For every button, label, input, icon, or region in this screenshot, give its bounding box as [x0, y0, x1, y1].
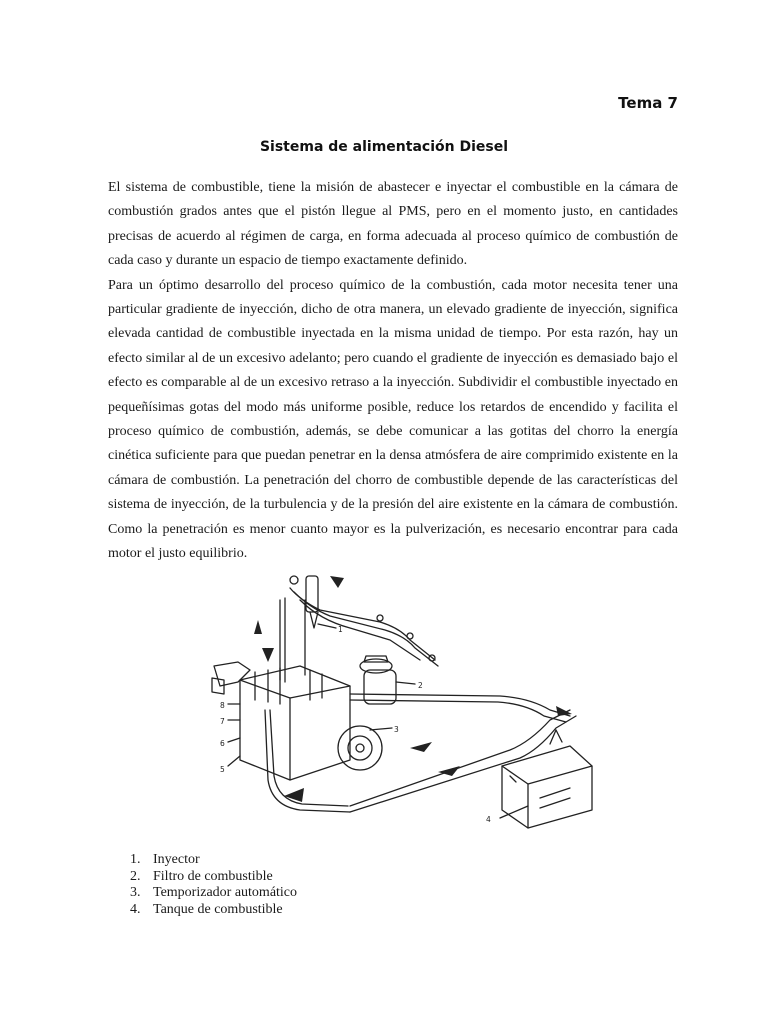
callout-4: 4	[486, 815, 491, 824]
paragraph-1: El sistema de combustible, tiene la misión de abastecer e inyectar el combustible en la cámara de combustión grados antes que el pistón llegue al PMS, pero en el momento justo, en cantidades precisas de acuerdo al régimen de carga, en forma adecuada al proceso químico de combustión de cada caso y durante un espacio de tiempo exactamente definido.	[108, 180, 678, 269]
legend-number: 3.	[130, 885, 141, 900]
page-title: Sistema de alimentación Diesel	[259, 139, 509, 155]
legend-number: 4.	[130, 901, 141, 917]
callout-1: 1	[338, 625, 343, 634]
callout-7: 7	[220, 717, 225, 726]
diesel-system-diagram	[210, 570, 596, 832]
legend-number: 1.	[130, 852, 141, 867]
callout-8: 8	[220, 701, 225, 710]
legend-item	[130, 885, 297, 902]
legend-item	[130, 852, 297, 869]
figure-legend	[130, 852, 297, 918]
body-text	[108, 176, 678, 567]
callout-2: 2	[418, 681, 423, 690]
legend-label: Tanque de combustible	[153, 901, 283, 917]
legend-number: 2.	[130, 868, 141, 884]
paragraph-2: Para un óptimo desarrollo del proceso químico de la combustión, cada motor necesita tener una particular gradiente de inyección, dicho de otra manera, un elevado gradiente de inyección, significa elevada cantidad de combustible inyectada en la misma unidad de tiempo. Por esta razón, hay un efecto similar al de un excesivo adelanto; pero cuando el gradiente de inyección es demasiado bajo el efecto es comparable al de un excesivo retraso a la inyección. Subdividir el combustible inyectado en pequeñísimas gotas del modo más uniforme posible, reduce los retardos de encendido y facilita el proceso químico de combustión, además, se debe comunicar a las gotitas del chorro la energía cinética suficiente para que puedan penetrar en la densa atmósfera de aire comprimido existente en la cámara de combustión. La penetración del chorro de combustible depende de las características del sistema de inyección, de la turbulencia y de la presión del aire existente en la cámara de combustión. Como la penetración es menor cuanto mayor es la pulverización, es necesario encontrar para cada motor el justo equilibrio.	[108, 277, 678, 562]
callout-3: 3	[394, 725, 399, 734]
callout-5: 5	[220, 765, 225, 774]
legend-label: Filtro de combustible	[153, 868, 273, 884]
legend-item	[130, 869, 297, 886]
callout-6: 6	[220, 739, 225, 748]
legend-item	[130, 902, 297, 919]
legend-label: Inyector	[153, 852, 200, 867]
legend-label: Temporizador automático	[153, 885, 298, 900]
chapter-label: Tema 7	[618, 94, 678, 112]
